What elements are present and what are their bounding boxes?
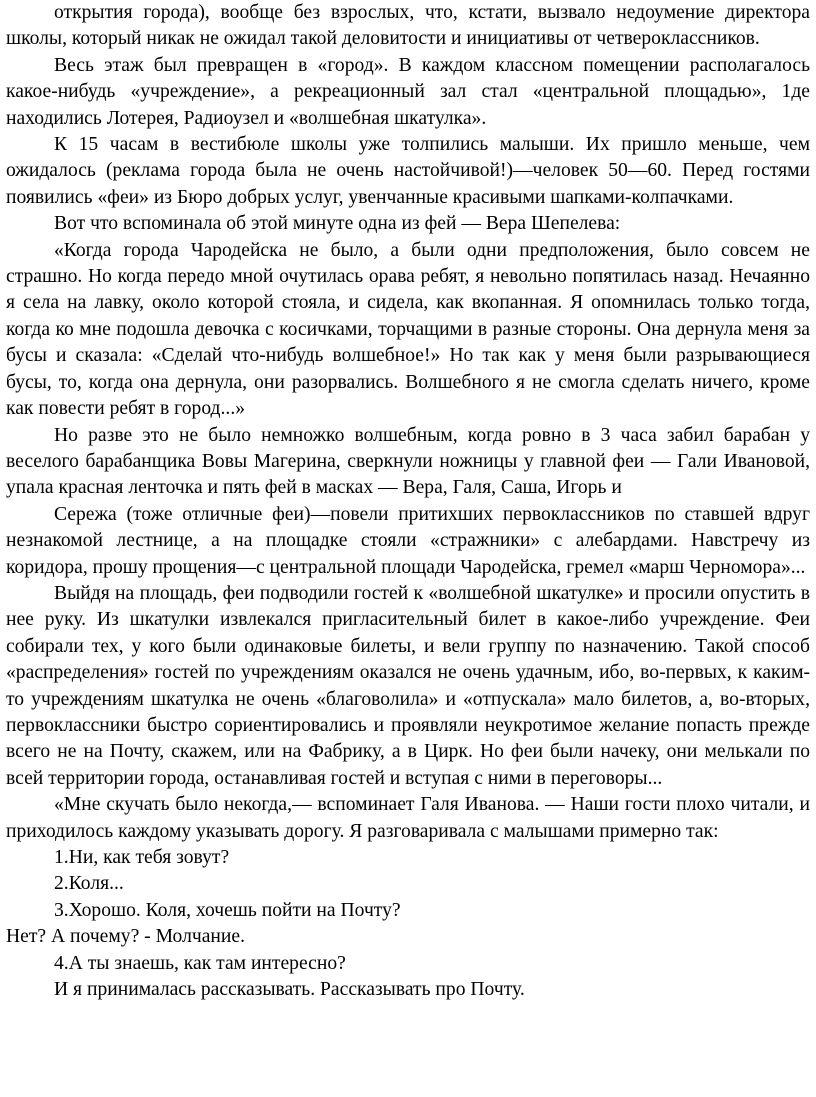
paragraph: открытия города), вообще без взрослых, что, кстати, вызвало недоумение директора школы, который никак не ожидал такой деловитости и инициативы от четвероклассников. — [6, 2, 810, 50]
dialogue-line: 4.А ты знаешь, как там интересно? — [54, 952, 346, 974]
paragraph: Сережа (тоже отличные феи)—повели притихших первоклассников по ставшей вдруг незнакомой лестнице, а на площадке стояли «стражники» с алебардами. Навстречу из коридора, прошу прощения—с центральной площади Чародейска, гремел «марш Черномора»... — [6, 503, 810, 578]
paragraph: Вот что вспоминала об этой минуте одна из фей — Вера Шепелева: — [54, 213, 621, 235]
paragraph: К 15 часам в вестибюле школы уже толпились малыши. Их пришло меньше, чем ожидалось (реклама города была не очень настойчивой!)—человек 50—60. Перед гостями появились «феи» из Бюро добрых услуг, увенчанные красивыми шапками-колпачками. — [6, 134, 810, 208]
dialogue-line: 3.Хорошо. Коля, хочешь пойти на Почту? — [54, 899, 401, 921]
paragraph: Весь этаж был превращен в «город». В каждом классном помещении располагалось какое-нибудь «учреждение», а рекреационный зал стал «центральной площадью», 1де находились Лотерея, Радиоузел и «волшебная шкатулка». — [6, 54, 810, 129]
paragraph: «Когда города Чародейска не было, а были одни предположения, было совсем не страшно. Но когда передо мной очутилась орава ребят, я невольно попятилась назад. Нечаянно я села на лавку, около которой стояла, и сидела, как вкопанная. Я опомнилась только тогда, когда ко мне подошла девочка с косичками, торчащими в разные стороны. Она дернула меня за бусы и сказала: «Сделай что-нибудь волшебное!» Но так как у меня были разрывающиеся бусы, то, когда она дернула, они разорвались. Волшебного я не смогла сделать ничего, кроме как повести ребят в город...» — [6, 239, 810, 420]
paragraph: «Мне скучать было некогда,— вспоминает Галя Иванова. — Наши гости плохо читали, и приходилось каждому указывать дорогу. Я разговаривала с малышами примерно так: — [6, 794, 810, 842]
dialogue-line: И я принималась рассказывать. Рассказывать про Почту. — [54, 979, 525, 1001]
dialogue-line: 2.Коля... — [54, 873, 124, 895]
dialogue-line: Нет? А почему? - Молчание. — [6, 926, 245, 948]
dialogue-line: 1.Ни, как тебя зовут? — [54, 847, 230, 868]
paragraph: Выйдя на площадь, феи подводили гостей к «волшебной шкатулке» и просили опустить в нее руку. Из шкатулки извлекался пригласительный билет в какое-либо учреждение. Феи собирали тех, у кого были одинаковые билеты, и вели группу по назначению. Такой способ «распределения» гостей по учреждениям оказался не очень удачным, ибо, во-первых, к каким-то учреждениям шкатулка не очень «благоволила» и «отпускала» мало билетов, а, во-вторых, первоклассники быстро сориентировались и проявляли неукротимое желание попасть прежде всего не на Почту, скажем, или на Фабрику, а в Цирк. Но феи были начеку, они мелькали по всей территории города, останавливая гостей и вступая с ними в переговоры... — [6, 582, 810, 789]
paragraph: Но разве это не было немножко волшебным, когда ровно в 3 часа забил барабан у веселого барабанщика Вовы Магерина, сверкнули ножницы у главной феи — Гали Ивановой, упала красная ленточка и пять фей в масках — Вера, Галя, Саша, Игорь и — [6, 424, 810, 499]
